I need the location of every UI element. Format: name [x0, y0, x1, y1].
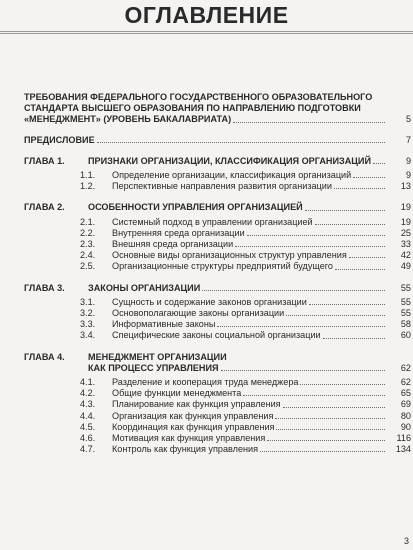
section-title: Внутренняя среда организации — [112, 227, 245, 238]
toc-page: 69 — [400, 399, 411, 410]
section-title: Планирование как функция управления — [112, 399, 281, 410]
toc-page: 33 — [400, 239, 411, 250]
toc-page: 9 — [405, 170, 411, 181]
toc-chapter-3[interactable] — [24, 283, 411, 294]
toc-section[interactable] — [24, 217, 411, 228]
chapter-title: ЗАКОНЫ ОРГАНИЗАЦИИ — [88, 282, 201, 293]
toc-leader — [267, 440, 385, 441]
section-number: 3.2. — [80, 308, 96, 319]
section-number: 2.4. — [80, 250, 96, 261]
section-number: 4.2. — [80, 388, 96, 399]
section-title: Специфические законы социальной организации — [112, 330, 321, 341]
section-title: Системный подход в управлении организацией — [112, 216, 313, 227]
toc-page: 65 — [400, 388, 411, 399]
chapter-title: ОСОБЕННОСТИ УПРАВЛЕНИЯ ОРГАНИЗАЦИЕЙ — [88, 202, 303, 213]
toc-page: 60 — [400, 330, 411, 341]
toc-leader — [97, 142, 385, 143]
toc-chapter-1[interactable] — [24, 156, 411, 167]
toc-standard-line-3: «МЕНЕДЖМЕНТ» (УРОВЕНЬ БАКАЛАВРИАТА) — [24, 114, 232, 125]
section-number: 2.3. — [80, 239, 96, 250]
toc-standard-line-2: СТАНДАРТА ВЫСШЕГО ОБРАЗОВАНИЯ ПО НАПРАВЛЕНИЮ ПОДГОТОВКИ — [24, 103, 361, 114]
toc-leader — [323, 338, 385, 339]
toc-page: 13 — [400, 181, 411, 192]
toc-leader — [233, 122, 385, 123]
toc-chapter-2[interactable] — [24, 202, 411, 213]
toc-chapter-4[interactable] — [24, 352, 411, 374]
toc-leader — [202, 290, 385, 291]
toc-section[interactable] — [24, 444, 411, 455]
title-rule-bottom — [0, 33, 413, 34]
toc-page: 49 — [400, 261, 411, 272]
toc-section[interactable] — [24, 308, 411, 319]
toc-leader — [305, 210, 385, 211]
section-title: Сущность и содержание законов организации — [112, 296, 307, 307]
chapter-number: ГЛАВА 2. — [24, 202, 65, 213]
toc-section[interactable] — [24, 261, 411, 272]
toc-page: 25 — [400, 227, 411, 238]
section-number: 4.5. — [80, 421, 96, 432]
toc-preface-label: ПРЕДИСЛОВИЕ — [24, 134, 95, 145]
toc-page: 7 — [405, 134, 411, 145]
chapter-number: ГЛАВА 3. — [24, 282, 65, 293]
section-title: Мотивация как функция управления — [112, 433, 266, 444]
toc-leader — [300, 384, 385, 385]
toc-leader — [221, 370, 385, 371]
chapter-title: ПРИЗНАКИ ОРГАНИЗАЦИИ, КЛАССИФИКАЦИЯ ОРГАНИЗАЦИЙ — [88, 155, 371, 166]
section-title: Организационные структуры предприятий будущего — [112, 261, 333, 272]
chapter-title-line-2: КАК ПРОЦЕСС УПРАВЛЕНИЯ — [88, 362, 219, 373]
toc-leader — [275, 418, 385, 419]
toc-section[interactable] — [24, 250, 411, 261]
toc-leader — [335, 269, 385, 270]
section-number: 3.3. — [80, 319, 96, 330]
toc-leader — [217, 326, 385, 327]
section-number: 3.4. — [80, 330, 96, 341]
toc-entry-preface[interactable] — [24, 135, 411, 146]
section-number: 4.3. — [80, 399, 96, 410]
toc-leader — [373, 163, 385, 164]
toc-standard-line-1: ТРЕБОВАНИЯ ФЕДЕРАЛЬНОГО ГОСУДАРСТВЕННОГО ОБРАЗОВАТЕЛЬНОГО — [24, 92, 373, 102]
chapter-number: ГЛАВА 1. — [24, 155, 65, 166]
toc-page: 55 — [400, 282, 411, 293]
toc-leader — [260, 451, 385, 452]
toc-page: 80 — [400, 410, 411, 421]
toc-leader — [334, 188, 385, 189]
toc-page: 90 — [400, 421, 411, 432]
toc-page: 116 — [396, 433, 411, 444]
toc-page: 58 — [400, 319, 411, 330]
table-of-contents — [24, 92, 411, 455]
toc-page: 62 — [400, 377, 411, 388]
chapter-number: ГЛАВА 4. — [24, 351, 65, 362]
toc-section[interactable] — [24, 399, 411, 410]
section-title: Основополагающие законы организации — [112, 308, 285, 319]
toc-page: 19 — [400, 202, 411, 213]
toc-section[interactable] — [24, 388, 411, 399]
toc-section[interactable] — [24, 319, 411, 330]
toc-section[interactable] — [24, 181, 411, 192]
toc-section[interactable] — [24, 422, 411, 433]
toc-leader — [353, 177, 385, 178]
toc-section[interactable] — [24, 411, 411, 422]
toc-leader — [243, 395, 385, 396]
section-number: 2.1. — [80, 216, 96, 227]
toc-section[interactable] — [24, 433, 411, 444]
section-title: Перспективные направления развития организации — [112, 181, 332, 192]
section-number: 4.6. — [80, 433, 96, 444]
section-number: 4.1. — [80, 377, 96, 388]
toc-leader — [283, 407, 385, 408]
toc-section[interactable] — [24, 297, 411, 308]
toc-page: 62 — [400, 362, 411, 373]
section-title: Основные виды организационных структур управления — [112, 250, 347, 261]
title-rule — [0, 31, 413, 32]
section-title: Информативные законы — [112, 319, 216, 330]
toc-page: 42 — [400, 250, 411, 261]
section-title: Контроль как функция управления — [112, 444, 259, 455]
toc-page: 9 — [405, 155, 411, 166]
toc-page: 5 — [405, 114, 411, 125]
section-number: 4.4. — [80, 410, 96, 421]
page-number: 3 — [403, 536, 409, 546]
toc-page: 134 — [395, 444, 411, 455]
section-number: 1.2. — [80, 181, 96, 192]
toc-page: 19 — [400, 216, 411, 227]
toc-leader — [349, 257, 385, 258]
section-number: 3.1. — [80, 296, 96, 307]
section-title: Организация как функция управления — [112, 410, 274, 421]
section-title: Внешняя среда организации — [112, 239, 234, 250]
section-number: 4.7. — [80, 444, 96, 455]
toc-leader — [276, 429, 385, 430]
toc-section[interactable] — [24, 239, 411, 250]
toc-leader — [235, 246, 385, 247]
toc-entry-standard[interactable] — [24, 92, 411, 126]
toc-leader — [315, 224, 385, 225]
section-title: Координация как функция управления — [112, 421, 275, 432]
section-number: 2.2. — [80, 227, 96, 238]
section-title: Общие функции менеджмента — [112, 388, 242, 399]
toc-section[interactable] — [24, 377, 411, 388]
toc-section[interactable] — [24, 228, 411, 239]
toc-section[interactable] — [24, 170, 411, 181]
toc-page: 55 — [400, 308, 411, 319]
toc-page: 55 — [400, 296, 411, 307]
toc-leader — [309, 304, 385, 305]
section-number: 1.1. — [80, 170, 96, 181]
section-number: 2.5. — [80, 261, 96, 272]
page-title: ОГЛАВЛЕНИЕ — [124, 2, 289, 28]
toc-leader — [247, 235, 385, 236]
toc-section[interactable] — [24, 330, 411, 341]
section-title: Разделение и кооперация труда менеджера — [112, 377, 299, 388]
toc-leader — [286, 315, 385, 316]
section-title: Определение организации, классификация организаций — [112, 170, 352, 181]
chapter-title-line-1: МЕНЕДЖМЕНТ ОРГАНИЗАЦИИ — [88, 351, 227, 362]
